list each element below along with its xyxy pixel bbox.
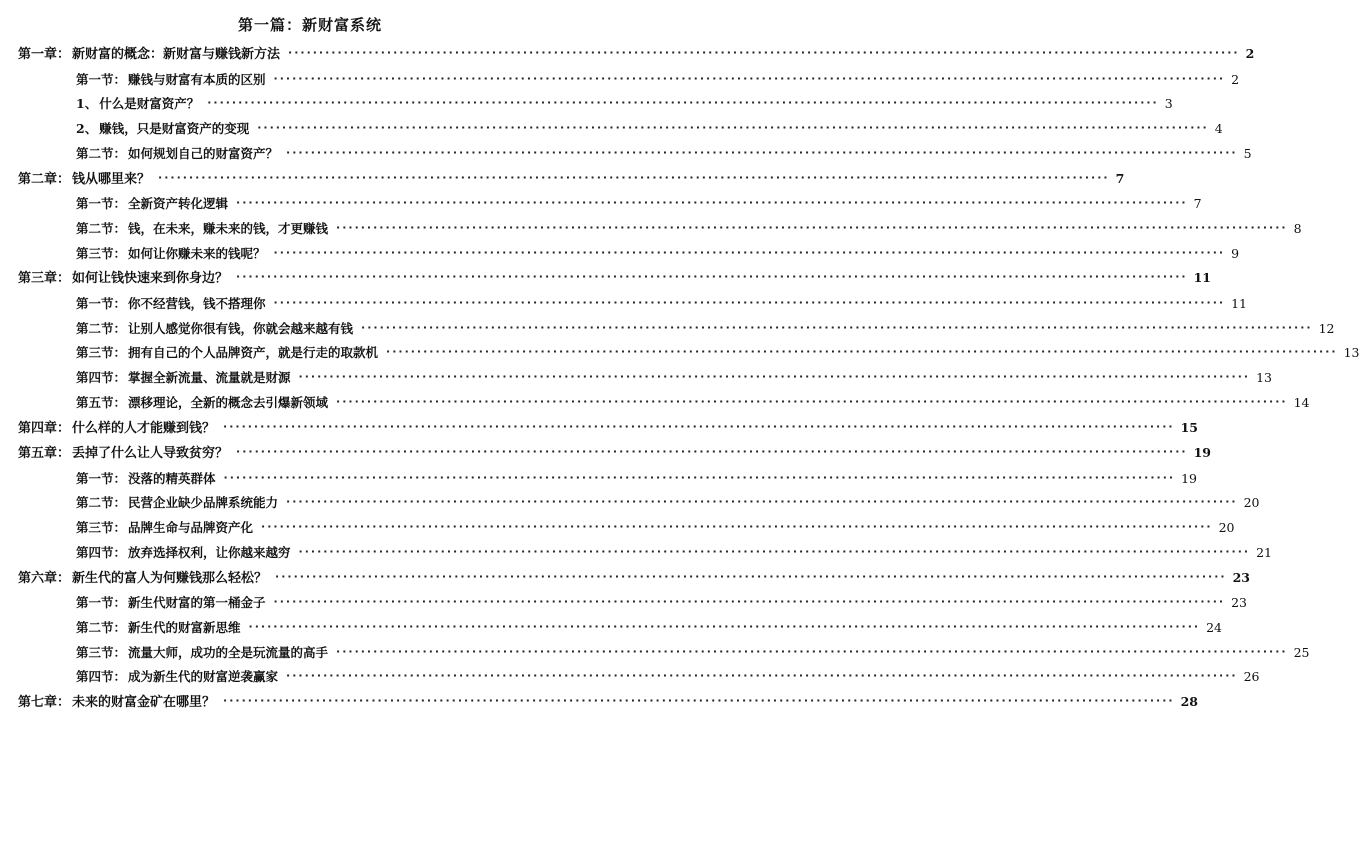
toc-entry-label: 第一节： xyxy=(76,196,127,211)
toc-entry[interactable] xyxy=(18,594,1247,613)
toc-entry-page: 26 xyxy=(1243,669,1260,685)
toc-entry[interactable] xyxy=(18,470,1197,489)
toc-entry-title: 流量大师，成功的全是玩流量的高手 xyxy=(128,644,329,660)
toc-entry[interactable] xyxy=(18,494,1260,513)
toc-entry-label: 第二章： xyxy=(18,171,71,187)
toc-entry-page: 2 xyxy=(1231,71,1240,87)
toc-leader xyxy=(223,695,1175,708)
toc-leader xyxy=(274,297,1226,310)
toc-entry-title: 新生代财富的第一桶金子 xyxy=(128,595,266,610)
toc-entry[interactable] xyxy=(18,444,1211,464)
toc-entry-page: 24 xyxy=(1206,619,1222,635)
toc-leader xyxy=(286,670,1238,683)
toc-leader xyxy=(261,521,1213,534)
toc-entry[interactable] xyxy=(18,320,1335,339)
toc-entry-page: 3 xyxy=(1164,96,1173,112)
page-title: 第一篇：新财富系统 xyxy=(237,16,382,34)
toc-leader xyxy=(223,421,1175,434)
toc-entry-title: 丢掉了什么让人导致贫穷？ xyxy=(72,446,229,461)
toc-entry-label: 第五节： xyxy=(76,394,127,410)
toc-entry-label: 第二节： xyxy=(76,220,127,236)
toc-entry-label: 第四节： xyxy=(76,669,127,685)
toc-entry-label: 第二节： xyxy=(76,619,127,635)
toc-entry[interactable] xyxy=(18,369,1272,388)
toc-entry-label: 第五章： xyxy=(18,446,71,461)
toc-entry-title: 如何让钱快速来到你身边？ xyxy=(72,271,229,287)
toc-leader xyxy=(288,47,1240,60)
toc-entry-page: 25 xyxy=(1293,644,1310,660)
toc-leader xyxy=(336,646,1288,659)
toc-entry-page: 7 xyxy=(1115,170,1125,186)
toc-leader xyxy=(274,73,1226,86)
toc-entry-label: 第二节： xyxy=(76,145,127,161)
toc-entry-label: 第三节： xyxy=(76,520,127,535)
toc-leader xyxy=(274,247,1226,260)
toc-leader xyxy=(299,546,1251,559)
toc-leader xyxy=(249,621,1201,634)
toc-entry[interactable] xyxy=(18,269,1211,289)
toc-entry-label: 第七章： xyxy=(18,695,71,710)
toc-entry-title: 你不经营钱，钱不搭理你 xyxy=(128,295,266,311)
toc-leader xyxy=(336,396,1288,409)
toc-entry-page: 5 xyxy=(1243,145,1252,161)
toc-entry[interactable] xyxy=(18,245,1240,264)
toc-entry-label: 第三节： xyxy=(76,245,127,261)
toc-entry-page: 23 xyxy=(1231,595,1247,610)
toc-entry-title: 拥有自己的个人品牌资产，就是行走的取款机 xyxy=(128,345,379,361)
toc-entry-label: 第四节： xyxy=(76,544,127,560)
toc-entry-label: 1、 xyxy=(76,96,98,112)
toc-entry-title: 新生代的财富新思维 xyxy=(128,619,241,635)
toc-entry-label: 第一节： xyxy=(76,470,127,486)
toc-leader xyxy=(236,271,1188,284)
toc-entry-title: 赚钱与财富有本质的区别 xyxy=(128,71,266,87)
toc-leader xyxy=(275,571,1227,584)
toc-entry-label: 第二节： xyxy=(76,320,127,336)
toc-leader xyxy=(207,97,1159,110)
toc-entry-page: 19 xyxy=(1181,470,1197,486)
document-page xyxy=(0,14,1360,845)
toc-entry-label: 第二节： xyxy=(76,495,127,511)
toc-entry-page: 8 xyxy=(1293,220,1302,236)
toc-entry-page: 20 xyxy=(1243,495,1260,511)
toc-entry-title: 让别人感觉你很有钱，你就会越来越有钱 xyxy=(128,320,354,336)
toc-entry-page: 11 xyxy=(1231,295,1247,311)
toc-entry-page: 21 xyxy=(1256,544,1272,560)
toc-entry-title: 掌握全新流量、流量就是财源 xyxy=(128,370,291,385)
toc-entry-page: 7 xyxy=(1193,196,1202,211)
toc-entry-title: 赚钱，只是财富资产的变现 xyxy=(99,121,250,136)
toc-entry-title: 未来的财富金矿在哪里？ xyxy=(72,695,216,710)
toc-entry[interactable] xyxy=(18,71,1240,90)
toc-entry[interactable] xyxy=(18,419,1198,439)
toc-entry[interactable] xyxy=(18,644,1310,663)
toc-entry-label: 第三节： xyxy=(76,644,127,660)
toc-entry-page: 4 xyxy=(1214,121,1223,136)
toc-leader xyxy=(361,322,1313,335)
toc-entry-title: 成为新生代的财富逆袭赢家 xyxy=(128,669,279,685)
toc-leader xyxy=(286,496,1238,509)
toc-entry-title: 全新资产转化逻辑 xyxy=(128,196,229,211)
toc-entry-title: 钱，在未来，赚未来的钱，才更赚钱 xyxy=(128,220,329,236)
toc-entry[interactable] xyxy=(18,170,1125,190)
toc-entry-page: 14 xyxy=(1293,394,1310,410)
toc-entry-page: 13 xyxy=(1256,370,1272,385)
toc-entry-label: 第三节： xyxy=(76,345,127,361)
toc-entry[interactable] xyxy=(18,220,1302,239)
toc-entry-page: 11 xyxy=(1193,270,1211,286)
toc-entry[interactable] xyxy=(18,195,1202,214)
toc-entry[interactable] xyxy=(18,394,1310,413)
toc-entry[interactable] xyxy=(18,544,1272,563)
toc-entry-page: 2 xyxy=(1245,46,1255,61)
toc-leader xyxy=(257,122,1209,135)
toc-leader xyxy=(386,346,1338,359)
toc-entry-title: 新生代的富人为何赚钱那么轻松？ xyxy=(72,570,268,586)
toc-leader xyxy=(286,147,1238,160)
toc-entry-label: 第三章： xyxy=(18,271,71,287)
toc-entry[interactable] xyxy=(18,295,1247,314)
toc-leader xyxy=(158,172,1110,185)
toc-entry-label: 第一节： xyxy=(76,71,127,87)
toc-leader xyxy=(299,371,1251,384)
toc-entry-title: 如何让你赚未来的钱呢？ xyxy=(128,245,266,261)
toc-entry-title: 漂移理论，全新的概念去引爆新领域 xyxy=(128,394,329,410)
toc-entry-label: 第四章： xyxy=(18,420,71,436)
toc-entry-page: 20 xyxy=(1218,520,1235,535)
toc-entry[interactable] xyxy=(18,569,1250,589)
toc-entry[interactable] xyxy=(18,668,1260,687)
toc-leader xyxy=(236,197,1188,210)
toc-entry[interactable] xyxy=(18,619,1222,638)
toc-entry-title: 如何规划自己的财富资产？ xyxy=(128,145,279,161)
toc-leader xyxy=(336,222,1288,235)
toc-entry-label: 第一节： xyxy=(76,295,127,311)
toc-leader xyxy=(224,472,1176,485)
toc-leader xyxy=(236,446,1188,459)
toc-entry-page: 19 xyxy=(1193,445,1211,460)
toc-entry[interactable] xyxy=(18,344,1360,363)
toc-entry-label: 第六章： xyxy=(18,570,71,586)
toc-entry[interactable] xyxy=(18,45,1255,65)
toc-entry-page: 12 xyxy=(1318,320,1335,336)
toc-entry[interactable] xyxy=(18,120,1223,139)
toc-entry-label: 第四节： xyxy=(76,370,127,385)
toc-entry[interactable] xyxy=(18,95,1173,114)
toc-entry-label: 第一节： xyxy=(76,595,127,610)
table-of-contents xyxy=(0,45,1360,713)
toc-entry-title: 品牌生命与品牌资产化 xyxy=(128,520,254,535)
toc-entry[interactable] xyxy=(18,145,1252,164)
toc-entry-page: 15 xyxy=(1180,419,1198,435)
toc-entry-title: 什么样的人才能赚到钱？ xyxy=(72,420,216,436)
toc-entry[interactable] xyxy=(18,519,1235,538)
toc-entry-page: 28 xyxy=(1180,694,1198,709)
toc-entry-page: 9 xyxy=(1231,245,1240,261)
toc-entry-title: 什么是财富资产？ xyxy=(99,96,200,112)
toc-entry-title: 钱从哪里来？ xyxy=(72,171,151,187)
toc-entry-title: 新财富的概念：新财富与赚钱新方法 xyxy=(72,47,281,62)
toc-entry-title: 民营企业缺少品牌系统能力 xyxy=(128,495,279,511)
toc-entry-title: 没落的精英群体 xyxy=(128,470,216,486)
toc-entry-page: 13 xyxy=(1343,345,1360,361)
toc-entry-label: 第一章： xyxy=(18,47,71,62)
toc-entry[interactable] xyxy=(18,693,1198,713)
toc-leader xyxy=(274,596,1226,609)
toc-entry-page: 23 xyxy=(1232,569,1250,585)
toc-entry-title: 放弃选择权利，让你越来越穷 xyxy=(128,544,291,560)
toc-entry-label: 2、 xyxy=(76,121,98,136)
